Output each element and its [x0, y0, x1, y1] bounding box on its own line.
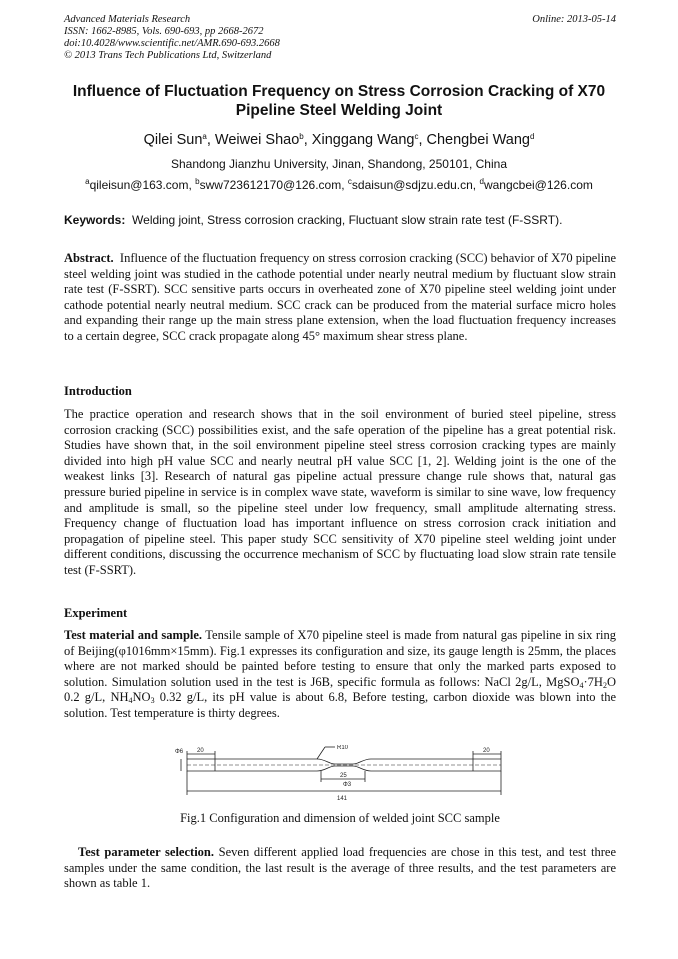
subscript: 3	[150, 696, 155, 706]
author-list: Qilei Sun$^a$, Weiwei Shao$^b$, Xinggang Wang$^c$, Chengbei Wang$^d$	[143, 132, 535, 148]
sample-dimension-drawing	[175, 745, 513, 805]
abstract	[64, 251, 616, 345]
doi: doi:10.4028/www.scientific.net/AMR.690-693.2668	[64, 38, 280, 49]
abstract-text: Influence of the fluctuation frequency on stress corrosion cracking (SCC) behavior of X70 pipeline steel welding joint was studied in the cathode potential under nearly neutral medium by fluctuant slow strain rate test (F-SSRT). SCC sensitive parts occurs in overheated zone of X70 pipeline steel welding joint under cathode potential nearly neutral medium. SCC crack can be produced from the material surface micro holes and expanding their range up the main stress plane extension, when the load fluctuation frequency increases to a certain degree, SCC crack propagate along 45° maximum shear stress plane.	[64, 251, 617, 343]
paper-title	[40, 82, 638, 120]
title-line-1: Influence of Fluctuation Frequency on Stress Corrosion Cracking of X70	[72, 83, 606, 100]
author: Qilei Sun	[143, 132, 203, 148]
email-sup: b	[195, 177, 200, 186]
keywords	[64, 213, 616, 227]
paragraph-text: O 0.2 g/L, NH	[64, 674, 616, 705]
journal-header	[64, 14, 616, 62]
paragraph-text: NO	[132, 690, 151, 705]
test-material-paragraph	[64, 628, 616, 722]
dimension-label: 25	[340, 773, 347, 779]
online-date: Online: 2013-05-14	[532, 14, 616, 25]
title-line-2: Pipeline Steel Welding Joint	[235, 102, 443, 119]
test-material-label: Test material and sample.	[64, 628, 203, 642]
test-parameter-paragraph	[64, 845, 616, 892]
paragraph-text: 0.32 g/L, its pH value is about 6.8, Before testing, carbon dioxide was blown into the solution. Test temperature is thirty degrees.	[64, 690, 616, 720]
author: Xinggang Wang	[311, 132, 415, 148]
journal-name: Advanced Materials Research	[64, 14, 191, 25]
dimension-label: 141	[337, 796, 348, 802]
subscript: 4	[128, 696, 133, 706]
copyright: © 2013 Trans Tech Publications Ltd, Switzerland	[64, 50, 272, 61]
paragraph-text: Tensile sample of X70 pipeline steel is made from natural gas pipeline in six ring of Beijing(φ1016mm×15mm). Fig.1 expresses its configuration and size, its gauge length is 25mm, the places where are not marked should be painted before testing to ensure that only the marked parts exposed to solution. Simulation solution used in the test is J6B, specific formula as follows: NaCl 2g/L, MgSO	[64, 628, 616, 689]
introduction-text: The practice operation and research shows that in the soil environment of buried steel pipeline, stress corrosion cracking (SCC) possibilities exist, and the safe operation of the pipeline has a great potential risk. Studies have shown that, in the soil environment pipeline steel stress corrosion cracking types are mainly divided into high pH value SCC and nearly neutral pH value SCC [1, 2]. Welding joint is the one of the weakest links [3]. Research of natural gas pipeline actual pressure change rule shows that, natural gas pressure buried pipeline in service is in complex wave state, waveform is similar to sine wave, low frequency and amplitude is small, so the pipeline steel under low frequency, small amplitude alternating stress. Frequency change of fluctuation load has important influence on stress corrosion crack initiation and propagation of pipeline steel. This paper study SCC sensitivity of X70 pipeline steel welding joint under different conditions, discussing the occurrence mechanism of SCC by fluctuating load slow strain rate tensile test (F-SSRT).	[64, 407, 616, 577]
email-sup: a	[85, 177, 90, 186]
dimension-label: Φ3	[343, 782, 352, 788]
dimension-label: Φ6	[175, 749, 184, 755]
test-parameter-label: Test parameter selection.	[78, 845, 214, 859]
author: Weiwei Shao	[214, 132, 300, 148]
section-heading-experiment: Experiment	[64, 606, 128, 620]
subscript: 2	[602, 680, 607, 690]
dimension-label: 20	[197, 748, 204, 754]
abstract-label: Abstract.	[64, 251, 114, 265]
affiliation: Shandong Jianzhu University, Jinan, Shandong, 250101, China	[170, 157, 507, 171]
email: sww723612170@126.com,	[199, 178, 345, 192]
author-sup: a	[202, 132, 207, 141]
keywords-text: Welding joint, Stress corrosion cracking, Fluctuant slow strain rate test (F-SSRT).	[132, 213, 563, 227]
dimension-label: R10	[337, 745, 349, 751]
issn: ISSN: 1662-8985, Vols. 690-693, pp 2668-2672	[64, 26, 264, 37]
author: Chengbei Wang	[426, 132, 530, 148]
author-sup: c	[414, 132, 419, 141]
email: wangcbei@126.com	[483, 178, 593, 192]
dimension-label: 20	[483, 748, 490, 754]
email-list	[40, 178, 638, 192]
figure-caption: Fig.1 Configuration and dimension of welded joint SCC sample	[180, 811, 500, 825]
paragraph-text: Seven different applied load frequencies are chose in this test, and test three samples under the same condition, the last result is the average of three results, and the test parameters are shown as table 1.	[64, 845, 617, 891]
section-heading-introduction: Introduction	[64, 384, 132, 398]
subscript: 4	[579, 680, 584, 690]
email-sup: c	[347, 177, 352, 186]
author-sup: b	[299, 132, 304, 141]
email-sup: d	[479, 177, 484, 186]
keywords-label: Keywords:	[64, 213, 126, 227]
author-sup: d	[529, 132, 535, 141]
email: sdaisun@sdjzu.edu.cn,	[351, 178, 477, 192]
paragraph-text: ·7H	[583, 674, 603, 689]
email: qileisun@163.com,	[89, 178, 192, 192]
